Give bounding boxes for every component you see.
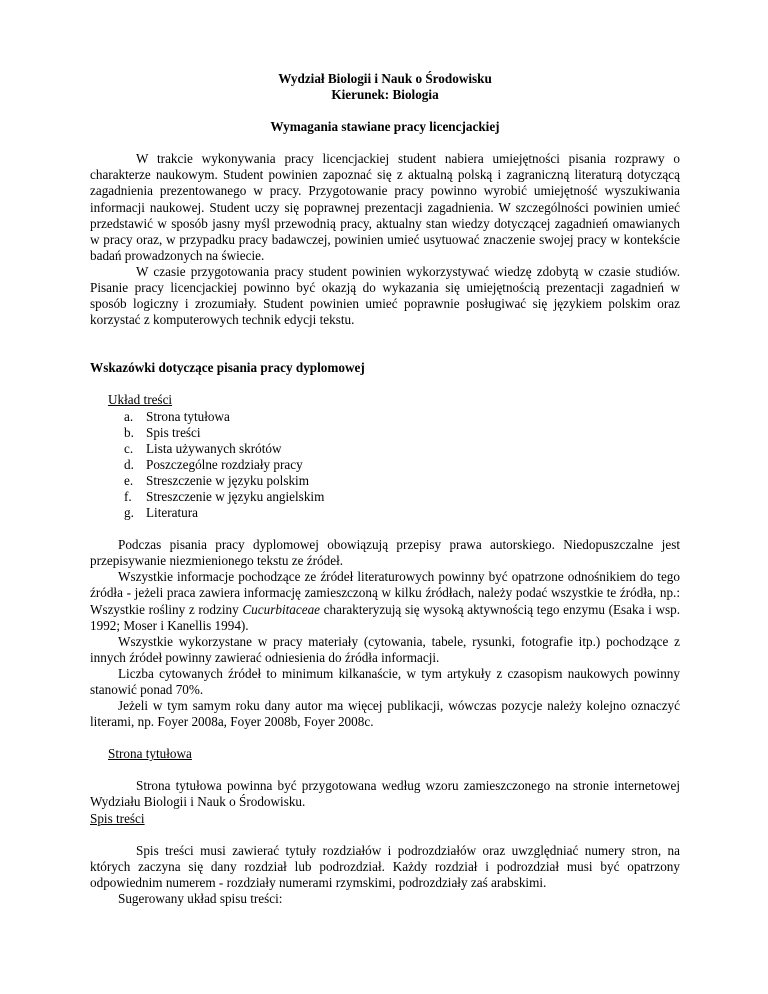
faculty-name: Wydział Biologii i Nauk o Środowisku [278,71,492,86]
sources-count-paragraph: Liczba cytowanych źródeł to minimum kilkanaście, w tym artykuły z czasopism naukowych powinny stanowić ponad 70%. [90,665,680,697]
guidelines-heading: Wskazówki dotyczące pisania pracy dyplomowej [90,360,365,376]
list-item: d. Poszczególne rozdziały pracy [124,456,303,472]
references-paragraph: Wszystkie informacje pochodzące ze źródeł literaturowych powinny być opatrzone odnośnikiem do tego źródła - jeżeli praca zawiera informację zamieszczoną w kilku źródłach, należy podać wszystkie te źródła, np.: Wszystkie rośliny z rodziny Cucurbitaceae charakteryzują się wysoką aktywnością tego enzymu (Esaka i wsp. 1992; Moser i Kanellis 1994). [90,569,680,633]
intro-paragraph-1: W trakcie wykonywania pracy licencjackiej student nabiera umiejętności pisania rozprawy o charakterze naukowym. Student powinien zapoznać się z aktualną polską i zagraniczną literaturą dotyczącą zagadnienia prezentowanego w pracy. Przygotowanie pracy powinno wyrobić umiejętność wyszukiwania informacji naukowej. Student uczy się poprawnej prezentacji zagadnienia. W szczególności powinien umieć przedstawić w sposób jasny myśl przewodnią pracy, aktualny stan wiedzy dotyczącej zagadnień omawianych w pracy oraz, w przypadku pracy badawczej, powinien umieć usytuować znaczenie swojej pracy w kontekście badań prowadzonych na świecie. [90,151,680,263]
list-item: a. Strona tytułowa [124,408,230,424]
list-item: e. Streszczenie w języku polskim [124,472,309,488]
toc-paragraph: Spis treści musi zawierać tytuły rozdziałów i podrozdziałów oraz uwzględniać numery stron, na których zaczyna się dany rozdział lub podrozdział. Każdy rozdział i podrozdział musi być opatrzony odpowiednim numerem - rozdziały numerami rzymskimi, podrozdziały zaś arabskimi. [90,842,680,890]
list-item: g. Literatura [124,505,198,521]
copyright-paragraph: Podczas pisania pracy dyplomowej obowiązują przepisy prawa autorskiego. Niedopuszczalne jest przepisywanie niezmienionego tekstu ze źródeł. [90,537,680,569]
list-item: f. Streszczenie w języku angielskim [124,488,325,504]
title-page-heading: Strona tytułowa [108,746,192,762]
same-year-paragraph: Jeżeli w tym samym roku dany autor ma więcej publikacji, wówczas pozycje należy kolejno oznaczyć literami, np. Foyer 2008a, Foyer 2008b, Foyer 2008c. [90,698,680,730]
toc-heading: Spis treści [90,810,145,826]
intro-paragraph-2: W czasie przygotowania pracy student powinien wykorzystywać wiedzę zdobytą w czasie studiów. Pisanie pracy licencjackiej powinno być okazją do wykazania się umiejętnością prezentacji zagadnień w sposób logiczny i zrozumiały. Student powinien umieć poprawnie posługiwać się językiem polskim oraz korzystać z komputerowych technik edycji tekstu. [90,263,680,328]
materials-paragraph: Wszystkie wykorzystane w pracy materiały (cytowania, tabele, rysunki, fotografie itp.) pochodzące z innych źródeł powinny zawierać odniesienia do źródła informacji. [90,633,680,665]
list-item: b. Spis treści [124,424,201,440]
layout-list [90,409,680,522]
page-title: Wymagania stawiane pracy licencjackiej [270,119,500,135]
list-item: c. Lista używanych skrótów [124,440,282,456]
field-of-study: Kierunek: Biologia [331,87,439,103]
italic-family-name: Cucurbitaceae [242,601,321,617]
title-page-paragraph: Strona tytułowa powinna być przygotowana według wzoru zamieszczonego na stronie internetowej Wydziału Biologii i Nauk o Środowisku. [90,778,680,810]
layout-title: Układ treści [108,392,173,408]
document-page [90,0,680,907]
suggested-toc-line: Sugerowany układ spisu treści: [118,890,283,906]
